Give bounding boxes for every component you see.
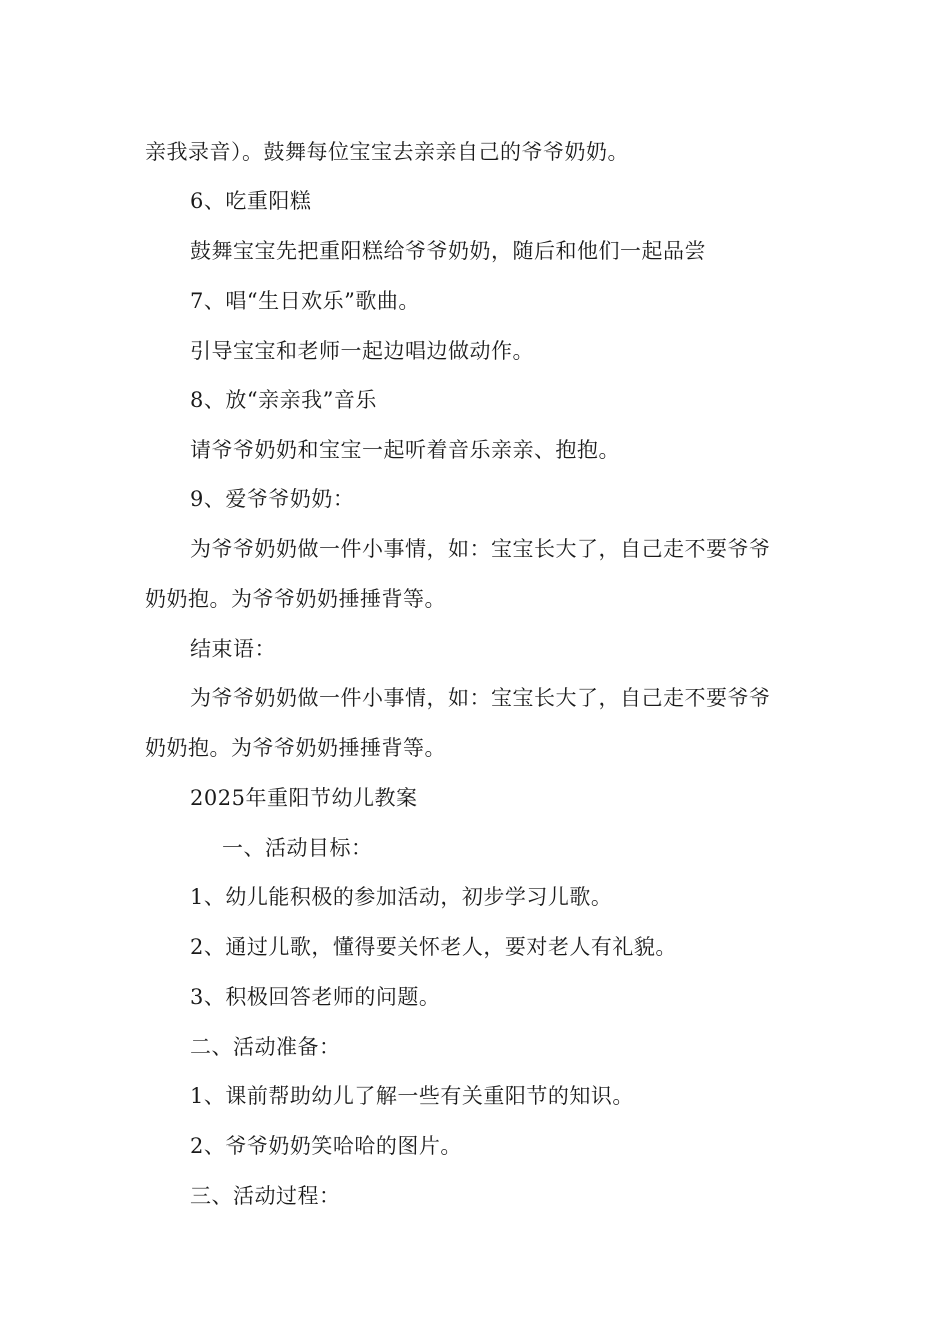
heading-sing-song: 7、唱“生日欢乐”歌曲。 — [190, 289, 420, 313]
list-item: 1、课前帮助幼儿了解一些有关重阳节的知识。 — [190, 1084, 634, 1108]
heading-activity-goals: 一、活动目标： — [222, 836, 373, 860]
text-line: 鼓舞宝宝先把重阳糕给爷爷奶奶，随后和他们一起品尝 — [190, 239, 706, 263]
heading-activity-preparation: 二、活动准备： — [190, 1035, 341, 1059]
text-line: 亲我录音）。鼓舞每位宝宝去亲亲自己的爷爷奶奶。 — [145, 140, 629, 164]
heading-activity-process: 三、活动过程： — [190, 1184, 341, 1208]
list-item: 2、通过儿歌，懂得要关怀老人，要对老人有礼貌。 — [190, 935, 677, 959]
text-line: 引导宝宝和老师一起边唱边做动作。 — [190, 339, 534, 363]
text-line: 请爷爷奶奶和宝宝一起听着音乐亲亲、抱抱。 — [190, 438, 620, 462]
heading-eat-chongyang-cake: 6、吃重阳糕 — [190, 189, 312, 213]
list-item: 3、积极回答老师的问题。 — [190, 985, 441, 1009]
list-item: 2、爷爷奶奶笑哈哈的图片。 — [190, 1134, 462, 1158]
heading-conclusion: 结束语： — [190, 637, 276, 661]
list-item: 1、幼儿能积极的参加活动，初步学习儿歌。 — [190, 885, 613, 909]
text-line: 为爷爷奶奶做一件小事情，如：宝宝长大了，自己走不要爷爷 — [190, 537, 771, 561]
text-line: 奶奶抱。为爷爷奶奶捶捶背等。 — [145, 587, 446, 611]
heading-play-music: 8、放“亲亲我”音乐 — [190, 388, 377, 412]
text-line: 奶奶抱。为爷爷奶奶捶捶背等。 — [145, 736, 446, 760]
section-title: 2025年重阳节幼儿教案 — [190, 786, 418, 810]
text-line: 为爷爷奶奶做一件小事情，如：宝宝长大了，自己走不要爷爷 — [190, 686, 771, 710]
heading-love-grandparents: 9、爱爷爷奶奶： — [190, 487, 355, 511]
